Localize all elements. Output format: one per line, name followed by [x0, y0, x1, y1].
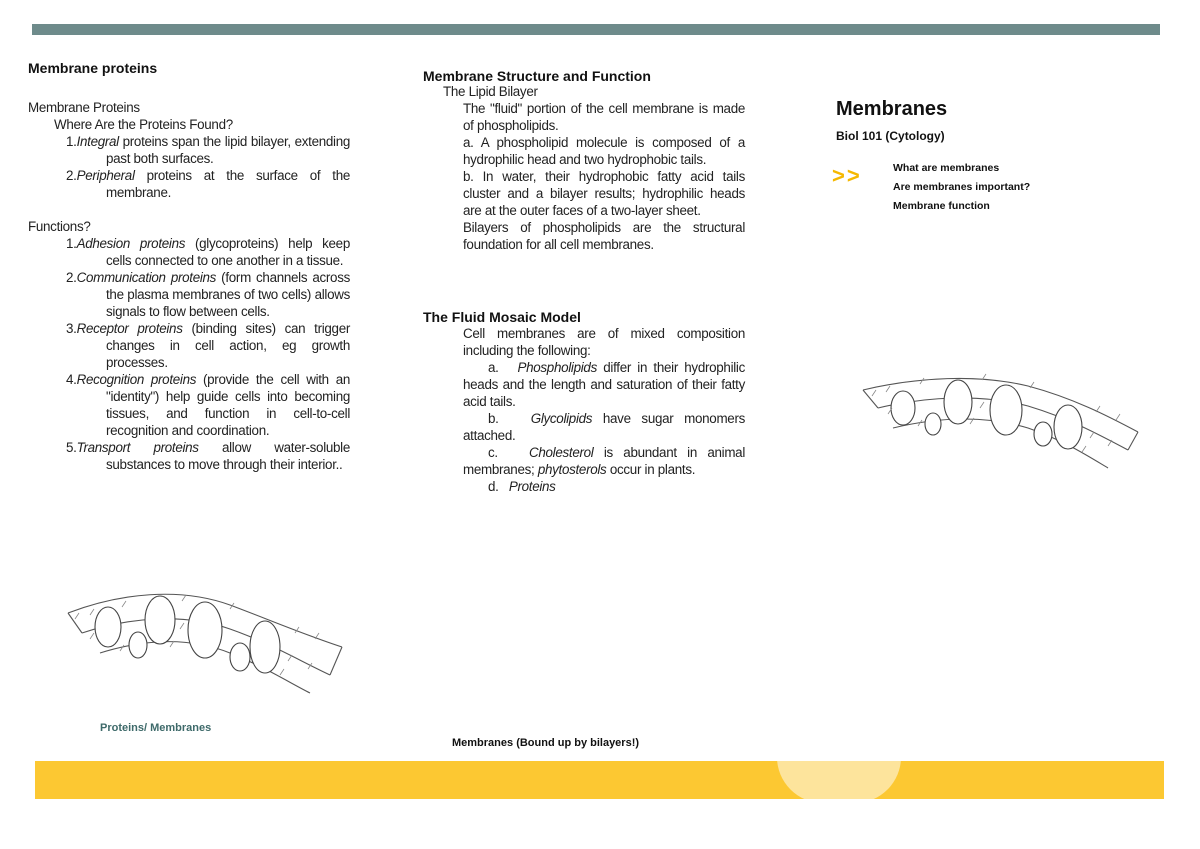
- double-arrow-icon: >>: [832, 163, 862, 188]
- left-caption: Proteins/ Membranes: [100, 722, 212, 734]
- footer-title: Membranes (Bound up by bilayers!): [452, 737, 640, 749]
- function-item-5: 5.Transport proteins allow water-soluble substances to move through their interior..: [66, 440, 350, 472]
- middle-heading: Membrane Structure and Function: [423, 68, 651, 84]
- where-label: Where Are the Proteins Found?: [54, 117, 233, 132]
- right-panel: [832, 98, 1156, 219]
- mosaic-item-c: c. Cholesterol is abundant in animal membranes; phytosterols occur in plants.: [463, 445, 746, 477]
- panel-title: Membranes: [836, 98, 948, 120]
- nav-item-what-are-membranes[interactable]: What are membranes: [893, 162, 1000, 174]
- functions-label: Functions?: [28, 219, 91, 234]
- bilayer-paragraph-4: Bilayers of phospholipids are the structural foundation for all cell membranes.: [463, 220, 745, 252]
- lipid-bilayer-subheading: The Lipid Bilayer: [443, 84, 538, 99]
- left-subheading: Membrane Proteins: [28, 100, 140, 115]
- bilayer-paragraph-1: The "fluid" portion of the cell membrane is made of phospholipids.: [463, 101, 745, 133]
- function-item-3: 3.Receptor proteins (binding sites) can trigger changes in cell action, eg growth processes.: [66, 321, 350, 370]
- membrane-illustration-left: [60, 575, 345, 700]
- mosaic-item-a: a. Phospholipids differ in their hydrophilic heads and the length and saturation of their fatty acid tails.: [463, 360, 745, 409]
- left-panel: [28, 60, 350, 473]
- found-item-1: 1.Integral proteins span the lipid bilayer, extending past both surfaces.: [66, 134, 350, 166]
- membrane-illustration-right: [858, 372, 1143, 477]
- nav-item-membrane-function[interactable]: Membrane function: [893, 200, 990, 212]
- bilayer-paragraph-3: b. In water, their hydrophobic fatty acid tails cluster and a bilayer results; hydrophilic heads are at the outer faces of a two-layer sheet.: [463, 169, 745, 218]
- panel-subtitle: Biol 101 (Cytology): [836, 129, 945, 143]
- left-heading: Membrane proteins: [28, 60, 158, 76]
- fluid-mosaic-heading: The Fluid Mosaic Model: [423, 309, 581, 325]
- function-item-1: 1.Adhesion proteins (glycoproteins) help keep cells connected to one another in a tissue.: [66, 236, 350, 268]
- function-item-2: 2.Communication proteins (form channels across the plasma membranes of two cells) allows signals to flow between cells.: [66, 270, 350, 319]
- bottom-band-highlight: [777, 761, 901, 799]
- middle-panel: [423, 68, 745, 495]
- bilayer-paragraph-2: a. A phospholipid molecule is composed of a hydrophilic head and two hydrophobic tails.: [463, 135, 745, 167]
- bottom-accent-band: [35, 761, 1164, 799]
- nav-item-membranes-important[interactable]: Are membranes important?: [893, 181, 1031, 193]
- found-item-2: 2.Peripheral proteins at the surface of the membrane.: [66, 168, 350, 200]
- mosaic-item-d: d. Proteins: [488, 479, 556, 494]
- function-item-4: 4.Recognition proteins (provide the cell with an "identity") help guide cells into becoming tissues, and function in cell-to-cell recognition and coordination.: [66, 372, 350, 438]
- mosaic-item-b: b. Glycolipids have sugar monomers attached.: [463, 411, 745, 443]
- fluid-mosaic-intro: Cell membranes are of mixed composition including the following:: [463, 326, 745, 358]
- top-accent-bar: [32, 24, 1160, 35]
